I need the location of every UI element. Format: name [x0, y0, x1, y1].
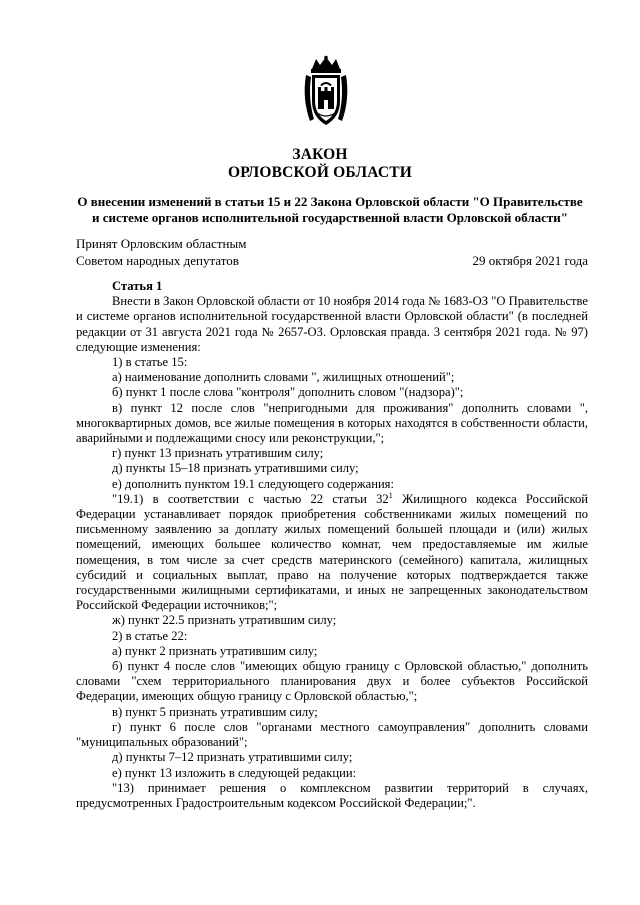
paragraph: г) пункт 6 после слов "органами местного самоуправления" дополнить словами "муниципальных образований";	[76, 719, 588, 750]
document-subtitle	[60, 194, 600, 226]
paragraph: а) наименование дополнить словами ", жилищных отношений";	[112, 370, 455, 385]
adoption-date: 29 октября 2021 года	[472, 253, 588, 268]
coat-of-arms-icon	[300, 55, 352, 129]
paragraph: е) дополнить пунктом 19.1 следующего содержания:	[112, 476, 394, 491]
paragraph: Внести в Закон Орловской области от 10 ноября 2014 года № 1683-ОЗ "О Правительстве и системе органов исполнительной государственной власти Орловской области" (в последней редакции от 31 августа 2021 года № 2657-ОЗ. Орловская правда. 3 сентября 2021 года. № 97) следующие изменения:	[76, 294, 588, 354]
paragraph: в) пункт 5 признать утратившим силу;	[112, 704, 318, 719]
paragraph: б) пункт 4 после слов "имеющих общую границу с Орловской областью," дополнить словами "схем территориального планирования двух и более субъектов Российской Федерации, имеющих общую границу с Орловской областью,";	[76, 659, 588, 704]
paragraph-text: "19.1) в соответствии с частью 22 статьи 32	[112, 491, 389, 506]
document-region: ОРЛОВСКОЙ ОБЛАСТИ	[227, 164, 413, 181]
paragraph: в) пункт 12 после слов "непригодными для проживания" дополнить словами ", многоквартирных домов, все жилые помещения в которых находятся в собственности области, аварийными и подлежащими сносу или реконструкции,";	[76, 400, 588, 446]
paragraph: д) пункты 7–12 признать утратившими силу;	[112, 750, 353, 765]
paragraph: г) пункт 13 признать утратившим силу;	[112, 446, 324, 461]
paragraph: д) пункты 15–18 признать утратившими силу;	[112, 461, 359, 476]
paragraph: 2) в статье 22:	[112, 628, 188, 643]
paragraph-text: Жилищного кодекса Российской Федерации устанавливает порядок приобретения собственниками жилых помещений по письменному заявлению за доплату жилых помещений большей площади и (или) жилых помещений, имеющих большее количество комнат, чем предоставляемые им жилые помещения, в том числе за счет средств материнского (семейного) капитала, жилищных субсидий и социальных выплат, право на получение которых подтверждается также государственными жилищными сертификатами, и иных не запрещенных законодательством Российской Федерации источников;";	[76, 491, 588, 613]
accepted-line: Советом народных депутатов	[76, 253, 239, 268]
paragraph: а) пункт 2 признать утратившим силу;	[112, 643, 318, 658]
paragraph: 1) в статье 15:	[112, 355, 188, 370]
document-title: ЗАКОН	[292, 146, 348, 163]
accepted-line: Принят Орловским областным	[76, 236, 247, 251]
article-heading: Статья 1	[112, 279, 163, 293]
paragraph: ж) пункт 22.5 признать утратившим силу;	[112, 613, 337, 628]
subtitle-line: и системе органов исполнительной государственной власти Орловской области"	[92, 210, 568, 225]
accepted-by	[76, 235, 246, 269]
paragraph: е) пункт 13 изложить в следующей редакции:	[112, 765, 357, 780]
article-body	[76, 279, 588, 811]
paragraph: б) пункт 1 после слова "контроля" дополнить словом "(надзора)";	[112, 385, 464, 400]
paragraph: "13) принимает решения о комплексном развитии территорий в случаях, предусмотренных Градостроительным кодексом Российской Федерации;".	[76, 780, 588, 810]
superscript: 1	[388, 490, 393, 500]
paragraph	[76, 492, 588, 614]
subtitle-line: О внесении изменений в статьи 15 и 22 Закона Орловской области "О Правительстве	[77, 194, 583, 209]
